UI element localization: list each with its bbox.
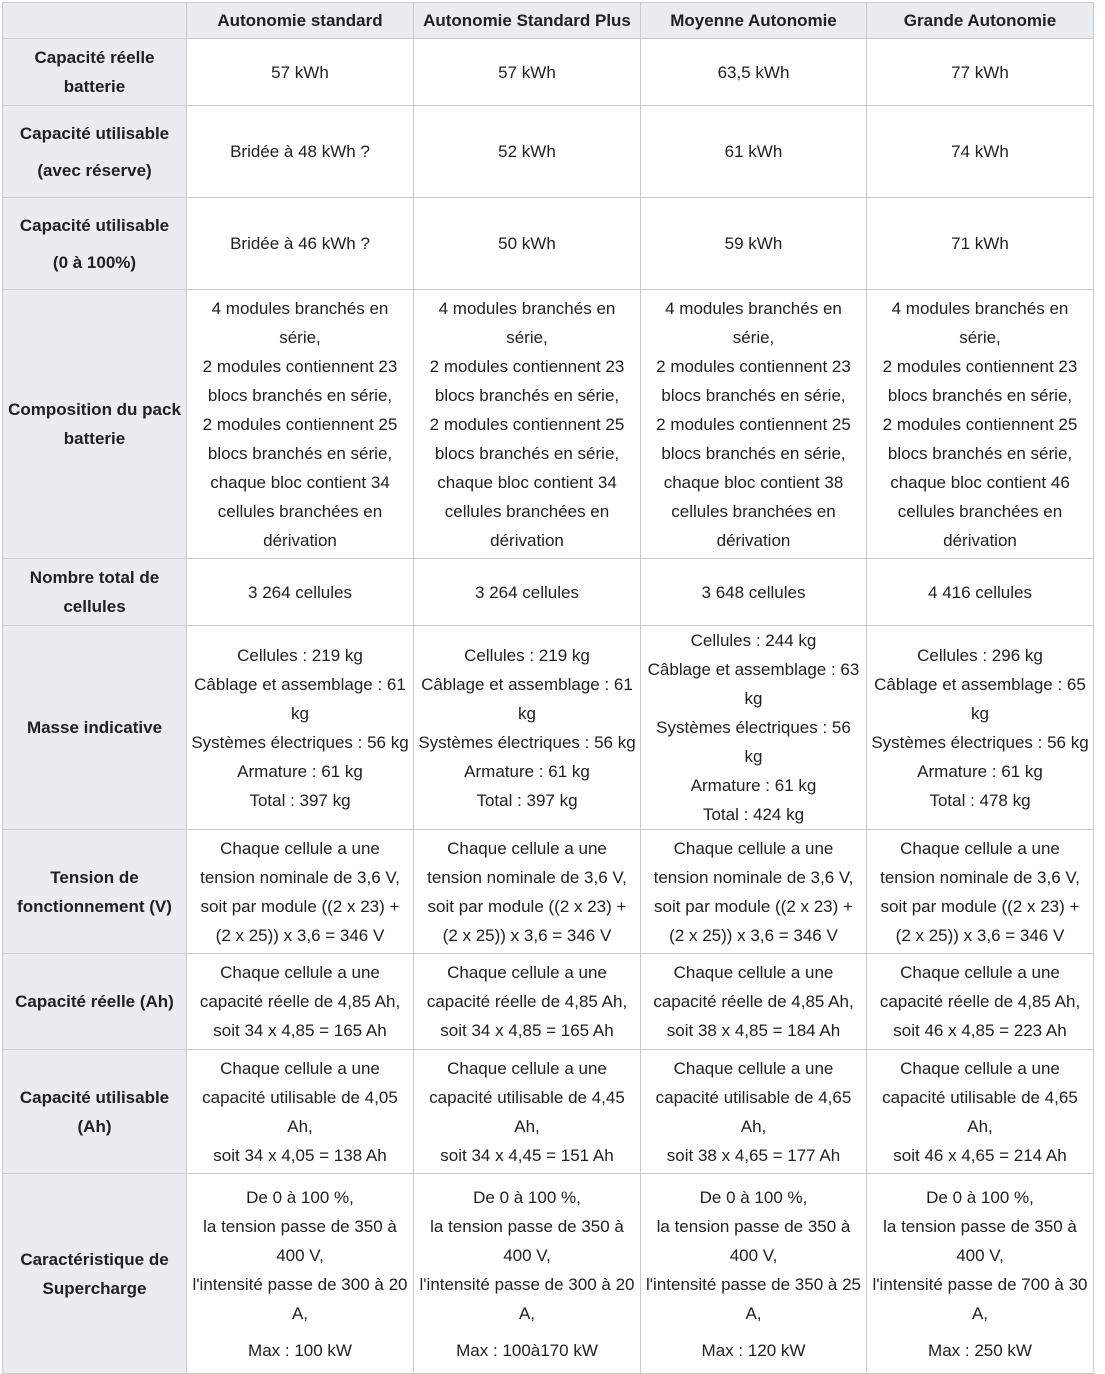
supercharge-max: Max : 100 kW	[248, 1340, 352, 1360]
table-cell: 4 416 cellules	[867, 559, 1094, 626]
table-cell: Chaque cellule a une capacité utilisable de 4,65 Ah, soit 46 x 4,65 = 214 Ah	[867, 1050, 1094, 1174]
table-cell	[414, 1174, 641, 1374]
row-header: Capacité réelle batterie	[3, 39, 187, 106]
table-cell: Chaque cellule a une capacité utilisable de 4,05 Ah, soit 34 x 4,05 = 138 Ah	[187, 1050, 414, 1174]
table-cell: Cellules : 219 kg Câblage et assemblage : 61 kg Systèmes électriques : 56 kg Armature : 61 kg Total : 397 kg	[187, 626, 414, 830]
row-header: Capacité utilisable (0 à 100%)	[3, 198, 187, 290]
table-cell: 63,5 kWh	[641, 39, 867, 106]
table-cell: 57 kWh	[414, 39, 641, 106]
row-header: Composition du pack batterie	[3, 290, 187, 559]
table-cell	[187, 1174, 414, 1374]
table-cell: Bridée à 48 kWh ?	[187, 106, 414, 198]
corner-cell	[3, 3, 187, 39]
table-cell: Chaque cellule a une capacité réelle de 4,85 Ah, soit 34 x 4,85 = 165 Ah	[414, 954, 641, 1050]
column-header-grande: Grande Autonomie	[867, 3, 1094, 39]
row-header: Tension de fonctionnement (V)	[3, 830, 187, 954]
row-tension-fonctionnement	[3, 830, 1094, 954]
table-cell: Cellules : 244 kg Câblage et assemblage : 63 kg Systèmes électriques : 56 kg Armature : 61 kg Total : 424 kg	[641, 626, 867, 830]
row-masse-indicative	[3, 626, 1094, 830]
table-cell: 3 648 cellules	[641, 559, 867, 626]
table-cell: 57 kWh	[187, 39, 414, 106]
row-capacite-reelle-batterie	[3, 39, 1094, 106]
row-capacite-reelle-ah	[3, 954, 1094, 1050]
battery-spec-table	[2, 2, 1094, 1374]
table-cell: Chaque cellule a une tension nominale de 3,6 V, soit par module ((2 x 23) + (2 x 25)) x 3,6 = 346 V	[414, 830, 641, 954]
table-cell	[641, 1174, 867, 1374]
table-cell: 59 kWh	[641, 198, 867, 290]
table-cell: Bridée à 46 kWh ?	[187, 198, 414, 290]
table-cell: Chaque cellule a une tension nominale de 3,6 V, soit par module ((2 x 23) + (2 x 25)) x 3,6 = 346 V	[867, 830, 1094, 954]
row-header: Nombre total de cellules	[3, 559, 187, 626]
supercharge-description: De 0 à 100 %, la tension passe de 350 à 400 V, l'intensité passe de 700 à 30 A,	[872, 1187, 1088, 1323]
table-cell	[867, 1174, 1094, 1374]
column-header-moyenne: Moyenne Autonomie	[641, 3, 867, 39]
supercharge-max: Max : 250 kW	[928, 1340, 1032, 1360]
table-cell: 3 264 cellules	[414, 559, 641, 626]
table-cell: 77 kWh	[867, 39, 1094, 106]
row-header: Capacité utilisable (avec réserve)	[3, 106, 187, 198]
row-nombre-cellules	[3, 559, 1094, 626]
supercharge-description: De 0 à 100 %, la tension passe de 350 à 400 V, l'intensité passe de 300 à 20 A,	[419, 1187, 635, 1323]
header-row	[3, 3, 1094, 39]
row-header: Caractéristique de Supercharge	[3, 1174, 187, 1374]
row-capacite-utilisable-0-100	[3, 198, 1094, 290]
table-cell: 50 kWh	[414, 198, 641, 290]
table-cell: 74 kWh	[867, 106, 1094, 198]
table-cell: 4 modules branchés en série, 2 modules contiennent 23 blocs branchés en série, 2 modules contiennent 25 blocs branchés en série, chaque bloc contient 46 cellules branchées en dérivation	[867, 290, 1094, 559]
table-cell: 71 kWh	[867, 198, 1094, 290]
supercharge-max: Max : 100à170 kW	[456, 1340, 598, 1360]
table-cell: 4 modules branchés en série, 2 modules contiennent 23 blocs branchés en série, 2 modules contiennent 25 blocs branchés en série, chaque bloc contient 38 cellules branchées en dérivation	[641, 290, 867, 559]
table-cell: Chaque cellule a une capacité réelle de 4,85 Ah, soit 34 x 4,85 = 165 Ah	[187, 954, 414, 1050]
table-cell: Chaque cellule a une tension nominale de 3,6 V, soit par module ((2 x 23) + (2 x 25)) x 3,6 = 346 V	[641, 830, 867, 954]
column-header-standard: Autonomie standard	[187, 3, 414, 39]
column-header-standard-plus: Autonomie Standard Plus	[414, 3, 641, 39]
row-header: Capacité utilisable (Ah)	[3, 1050, 187, 1174]
row-capacite-utilisable-ah	[3, 1050, 1094, 1174]
table-cell: 4 modules branchés en série, 2 modules contiennent 23 blocs branchés en série, 2 modules contiennent 25 blocs branchés en série, chaque bloc contient 34 cellules branchées en dérivation	[187, 290, 414, 559]
table-cell: Cellules : 296 kg Câblage et assemblage : 65 kg Systèmes électriques : 56 kg Armature : 61 kg Total : 478 kg	[867, 626, 1094, 830]
row-capacite-utilisable-reserve	[3, 106, 1094, 198]
supercharge-max: Max : 120 kW	[701, 1340, 806, 1360]
table-cell: Chaque cellule a une tension nominale de 3,6 V, soit par module ((2 x 23) + (2 x 25)) x 3,6 = 346 V	[187, 830, 414, 954]
table-cell: Chaque cellule a une capacité réelle de 4,85 Ah, soit 46 x 4,85 = 223 Ah	[867, 954, 1094, 1050]
table-cell: Chaque cellule a une capacité utilisable de 4,65 Ah, soit 38 x 4,65 = 177 Ah	[641, 1050, 867, 1174]
table-cell: 4 modules branchés en série, 2 modules contiennent 23 blocs branchés en série, 2 modules contiennent 25 blocs branchés en série, chaque bloc contient 34 cellules branchées en dérivation	[414, 290, 641, 559]
row-supercharge	[3, 1174, 1094, 1374]
table-cell: Chaque cellule a une capacité réelle de 4,85 Ah, soit 38 x 4,85 = 184 Ah	[641, 954, 867, 1050]
table-cell: 61 kWh	[641, 106, 867, 198]
supercharge-description: De 0 à 100 %, la tension passe de 350 à 400 V, l'intensité passe de 350 à 25 A,	[646, 1187, 861, 1323]
row-header: Masse indicative	[3, 626, 187, 830]
row-composition-pack	[3, 290, 1094, 559]
table-cell: Chaque cellule a une capacité utilisable de 4,45 Ah, soit 34 x 4,45 = 151 Ah	[414, 1050, 641, 1174]
table-cell: Cellules : 219 kg Câblage et assemblage : 61 kg Systèmes électriques : 56 kg Armature : 61 kg Total : 397 kg	[414, 626, 641, 830]
table-cell: 3 264 cellules	[187, 559, 414, 626]
supercharge-description: De 0 à 100 %, la tension passe de 350 à 400 V, l'intensité passe de 300 à 20 A,	[192, 1187, 408, 1323]
table-cell: 52 kWh	[414, 106, 641, 198]
row-header: Capacité réelle (Ah)	[3, 954, 187, 1050]
